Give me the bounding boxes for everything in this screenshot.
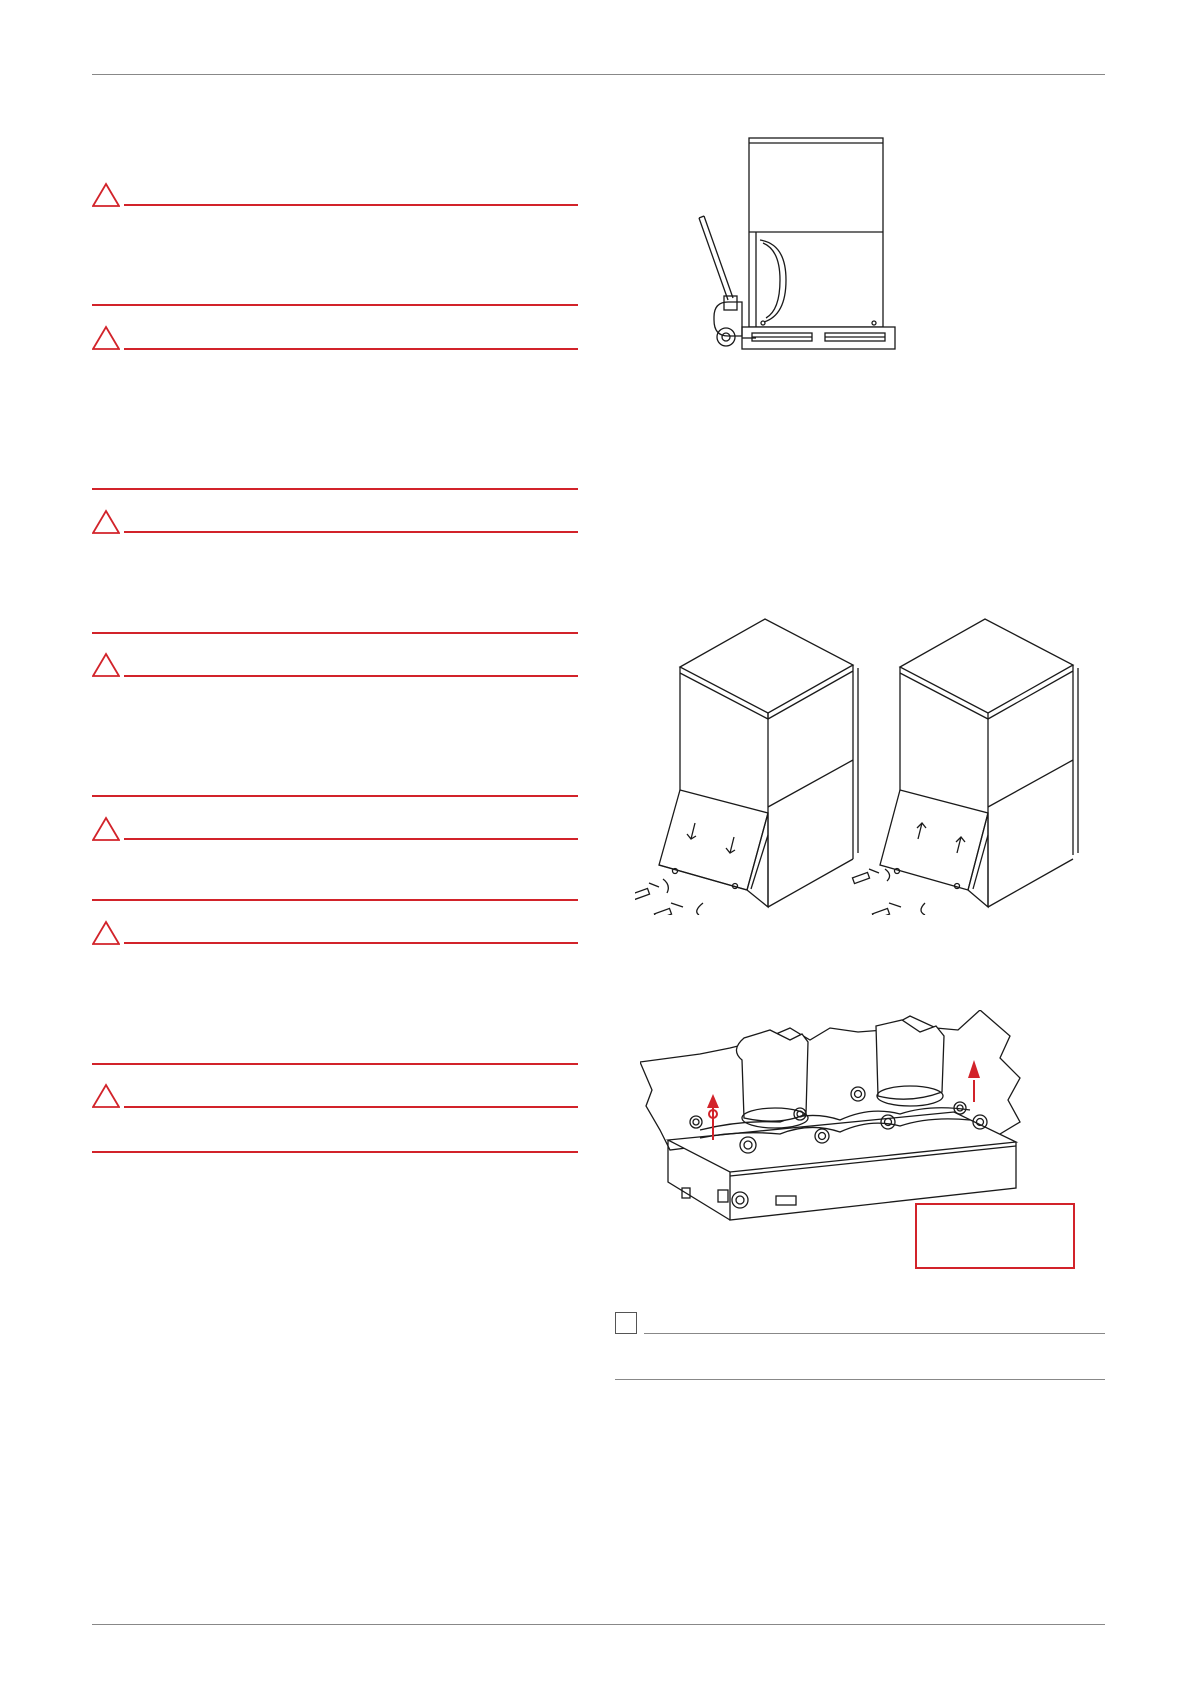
warning-top-rule <box>124 675 578 677</box>
warning-triangle-icon <box>92 652 120 678</box>
note-bottom-rule <box>615 1379 1105 1380</box>
warning-top-rule <box>124 204 578 206</box>
warning-triangle-icon <box>92 1083 120 1109</box>
cabinet-panel-open <box>635 619 858 915</box>
warning-triangle-icon <box>92 325 120 351</box>
warning-triangle-icon <box>92 182 120 208</box>
figure-red-frame <box>915 1203 1075 1269</box>
warning-triangle-icon <box>92 920 120 946</box>
warning-bottom-rule <box>92 488 578 490</box>
note-box-icon <box>615 1312 637 1334</box>
warning-triangle-icon <box>92 509 120 535</box>
warning-bottom-rule <box>92 1063 578 1065</box>
warning-bottom-rule <box>92 304 578 306</box>
warning-bottom-rule <box>92 795 578 797</box>
pallet-truck-figure <box>690 130 930 350</box>
warning-top-rule <box>124 531 578 533</box>
note-top-rule <box>644 1333 1105 1334</box>
warning-top-rule <box>124 838 578 840</box>
warning-top-rule <box>124 348 578 350</box>
warning-top-rule <box>124 942 578 944</box>
warning-bottom-rule <box>92 899 578 901</box>
warning-top-rule <box>124 1106 578 1108</box>
panel-removal-figure <box>635 615 1105 915</box>
warning-triangle-icon <box>92 816 120 842</box>
warning-bottom-rule <box>92 632 578 634</box>
warning-bottom-rule <box>92 1151 578 1153</box>
footer-rule <box>92 1624 1105 1625</box>
cabinet-panel-closed <box>852 619 1078 915</box>
header-rule <box>92 74 1105 75</box>
